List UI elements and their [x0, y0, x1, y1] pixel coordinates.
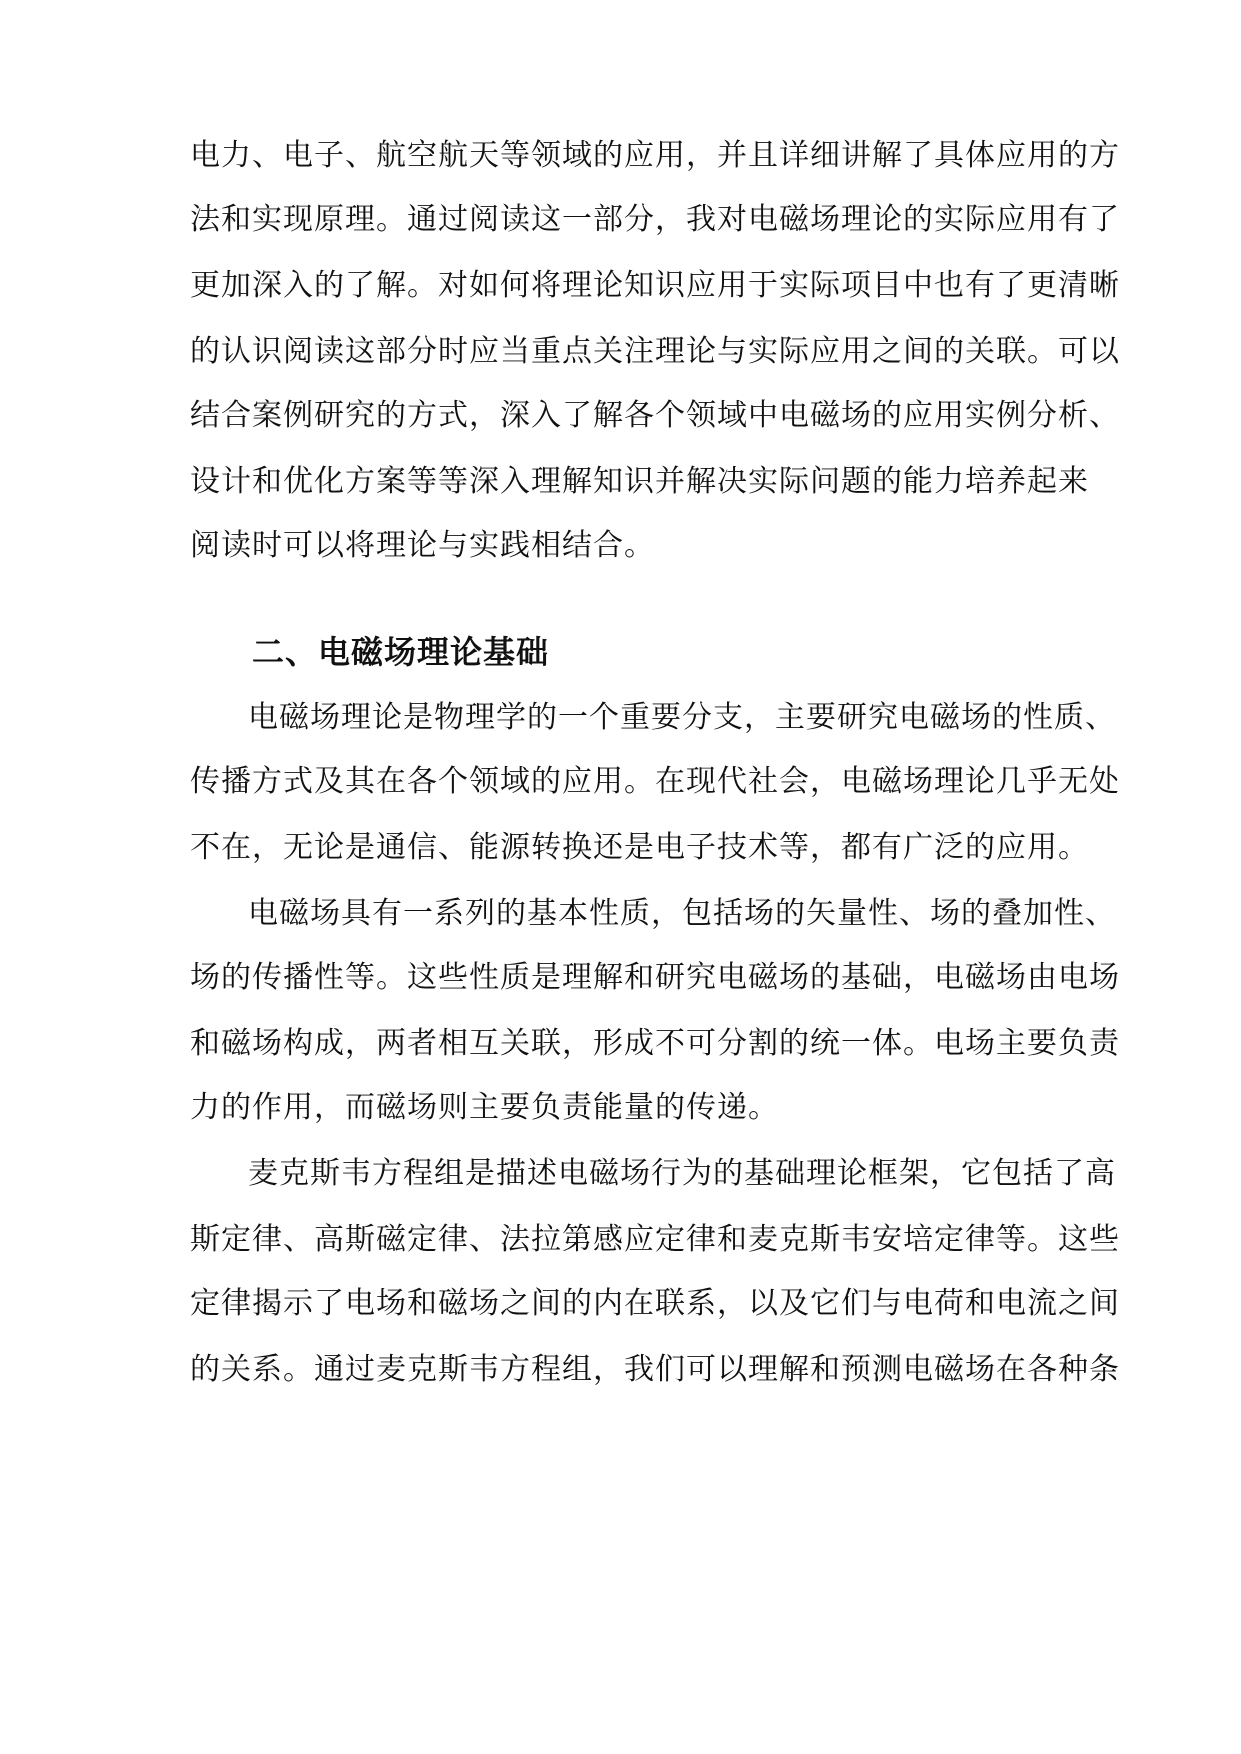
intro-line-6: 设计和优化方案等等深入理解知识并解决实际问题的能力培养起来 — [190, 464, 1089, 499]
paragraph-line: 电磁场理论是物理学的一个重要分支，主要研究电磁场的性质、 — [248, 700, 1116, 735]
paragraph-line: 电磁场具有一系列的基本性质，包括场的矢量性、场的叠加性、 — [248, 896, 1116, 931]
paragraph-line: 定律揭示了电场和磁场之间的内在联系，以及它们与电荷和电流之间 — [190, 1286, 1120, 1321]
paragraph-line: 和磁场构成，两者相互关联，形成不可分割的统一体。电场主要负责 — [190, 1026, 1120, 1061]
intro-line-3: 更加深入的了解。对如何将理论知识应用于实际项目中也有了更清晰 — [190, 268, 1120, 303]
intro-line-7: 阅读时可以将理论与实践相结合。 — [190, 528, 655, 563]
intro-line-1: 电力、电子、航空航天等领域的应用，并且详细讲解了具体应用的方 — [190, 138, 1120, 173]
paragraph-line: 力的作用，而磁场则主要负责能量的传递。 — [190, 1090, 779, 1125]
paragraph-line: 斯定律、高斯磁定律、法拉第感应定律和麦克斯韦安培定律等。这些 — [190, 1222, 1120, 1257]
intro-line-4: 的认识阅读这部分时应当重点关注理论与实际应用之间的关联。可以 — [190, 334, 1120, 369]
paragraph-line: 不在，无论是通信、能源转换还是电子技术等，都有广泛的应用。 — [190, 830, 1089, 865]
intro-line-2: 法和实现原理。通过阅读这一部分，我对电磁场理论的实际应用有了 — [190, 202, 1120, 237]
section-heading: 二、电磁场理论基础 — [252, 633, 550, 671]
paragraph-line: 麦克斯韦方程组是描述电磁场行为的基础理论框架，它包括了高 — [248, 1156, 1116, 1191]
paragraph-line: 场的传播性等。这些性质是理解和研究电磁场的基础，电磁场由电场 — [190, 960, 1120, 995]
paragraph-line: 传播方式及其在各个领域的应用。在现代社会，电磁场理论几乎无处 — [190, 764, 1120, 799]
intro-line-5: 结合案例研究的方式，深入了解各个领域中电磁场的应用实例分析、 — [190, 398, 1120, 433]
paragraph-line: 的关系。通过麦克斯韦方程组，我们可以理解和预测电磁场在各种条 — [190, 1352, 1120, 1387]
